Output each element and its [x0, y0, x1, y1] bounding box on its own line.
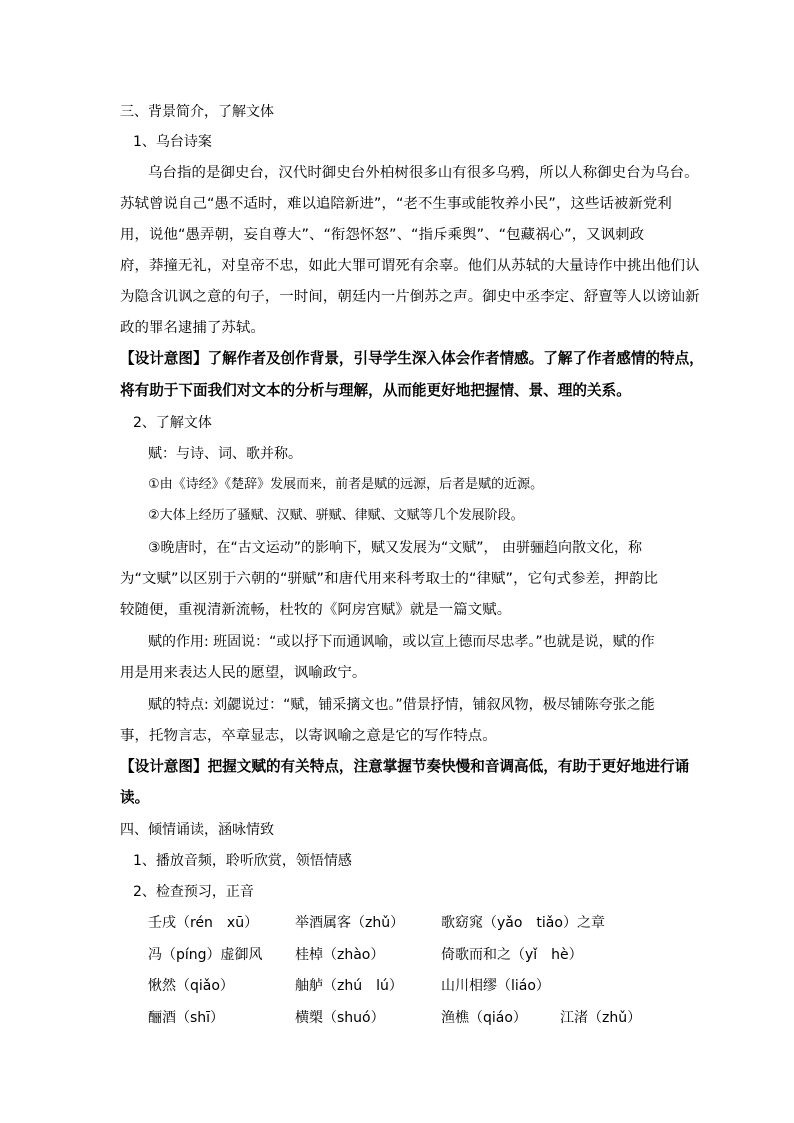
pinyin-entry: 渔樵（qiáo） — [441, 1010, 527, 1026]
pinyin-entry: 冯（píng）虚御风 — [148, 947, 263, 963]
paragraph-line: 乌台指的是御史台，汉代时御史台外柏树很多山有很多乌鸦，所以人称御史台为乌台。 — [148, 165, 699, 181]
pinyin-entry: 举酒属客（zhǔ） — [295, 915, 405, 931]
pinyin-entry: 桂棹（zhào） — [295, 947, 385, 963]
genre-point-1: ①由《诗经》《楚辞》发展而来，前者是赋的远源，后者是赋的近源。 — [148, 477, 544, 492]
genre-point-3-line: 较随便，重视清新流畅，杜牧的《阿房宫赋》就是一篇文赋。 — [120, 602, 512, 618]
design-intent-line: 【设计意图】了解作者及创作背景，引导学生深入体会作者情感。了解了作者感情的特点， — [120, 350, 704, 367]
design-intent-line: 【设计意图】把握文赋的有关特点，注意掌握节奏快慢和音调高低，有助于更好地进行诵 — [120, 758, 690, 775]
pinyin-entry: 酾酒（shī） — [148, 1010, 225, 1026]
paragraph-line: 府，莽撞无礼，对皇帝不忠，如此大罪可谓死有余辜。他们从苏轼的大量诗作中挑出他们认 — [120, 258, 700, 274]
genre-point-2: ②大体上经历了骚赋、汉赋、骈赋、律赋、文赋等几个发展阶段。 — [148, 508, 524, 523]
paragraph-line: 为隐含讥讽之意的句子，一时间，朝廷内一片倒苏之声。御史中丞李定、舒亶等人以谤讪新 — [120, 289, 700, 305]
reading-step-1: 1、播放音频，聆听欣赏，领悟情感 — [133, 853, 352, 869]
pinyin-entry: 江渚（zhǔ） — [560, 1010, 642, 1026]
genre-point-3-line: 为“文赋”以区别于六朝的“骈赋”和唐代用来科考取士的“律赋”，它句式参差，押韵比 — [120, 571, 659, 587]
pinyin-entry: 舳舻（zhú lú） — [295, 978, 403, 994]
design-intent-line: 将有助于下面我们对文本的分析与理解，从而能更好地把握情、景、理的关系。 — [120, 382, 631, 399]
fu-definition: 赋：与诗、词、歌并称。 — [148, 446, 302, 462]
pinyin-entry: 山川相缪（liáo） — [441, 978, 550, 994]
fu-function-line: 用是用来表达人民的愿望，讽喻政宁。 — [120, 665, 367, 681]
fu-features-line: 赋的特点: 刘勰说过：“赋，铺采摛文也。”借景抒情，铺叙风物，极尽铺陈夸张之能 — [148, 697, 655, 713]
paragraph-line: 苏轼曾说自己“愚不适时，难以追陪新进”，“老不生事或能牧养小民”，这些话被新党利 — [120, 196, 672, 212]
section3-heading: 三、背景简介，了解文体 — [120, 104, 274, 120]
genre-point-3-line: ③晚唐时，在“古文运动”的影响下，赋又发展为“文赋”， 由骈骊趋向散文化，称 — [148, 540, 643, 556]
fu-function-line: 赋的作用: 班固说：“或以抒下而通讽喻，或以宣上德而尽忠孝。”也就是说，赋的作 — [148, 634, 655, 650]
pinyin-entry: 横槊（shuó） — [295, 1010, 385, 1026]
pinyin-entry: 歌窈窕（yǎo tiǎo）之章 — [441, 915, 605, 931]
paragraph-line: 用，说他“愚弄朝，妄自尊大”、“衔怨怀怒”、“指斥乘舆”、“包藏祸心”，又讽刺政 — [120, 227, 645, 243]
pinyin-entry: 愀然（qiǎo） — [148, 978, 234, 994]
design-intent-line: 读。 — [120, 789, 150, 806]
reading-step-2: 2、检查预习，正音 — [133, 884, 254, 900]
subsection-wutai-title: 1、乌台诗案 — [133, 134, 212, 150]
section4-heading: 四、倾情诵读，涵咏情致 — [120, 822, 274, 838]
fu-features-line: 事，托物言志，卒章显志，以寄讽喻之意是它的写作特点。 — [120, 728, 497, 744]
pinyin-entry: 壬戌（rén xū） — [148, 915, 259, 931]
subsection-genre-title: 2、了解文体 — [133, 415, 212, 431]
pinyin-entry: 倚歌而和之（yǐ hè） — [441, 947, 583, 963]
paragraph-line: 政的罪名逮捕了苏轼。 — [120, 320, 265, 336]
